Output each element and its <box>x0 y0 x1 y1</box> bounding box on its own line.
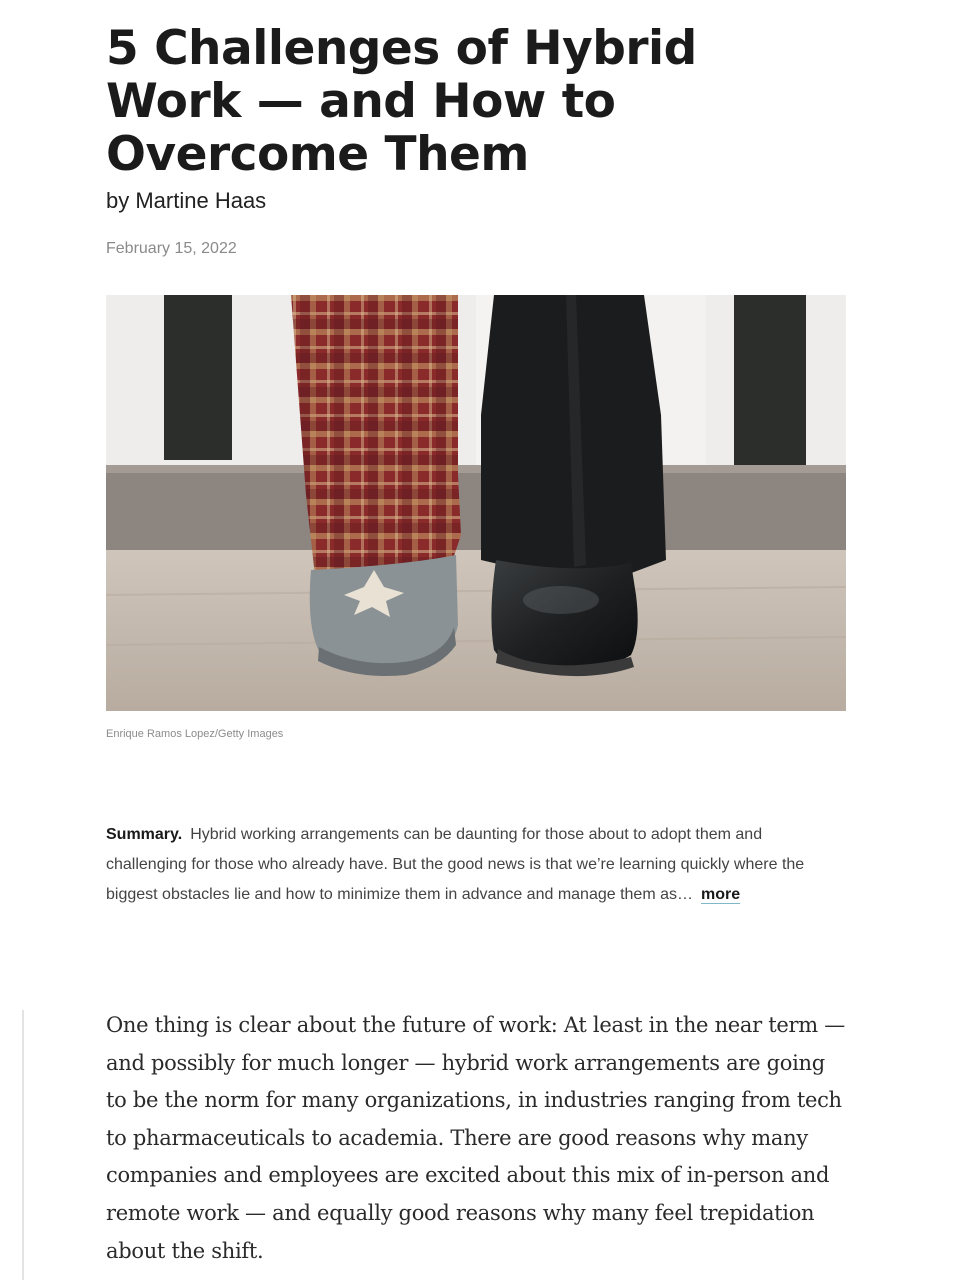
article-summary <box>106 820 846 910</box>
hero-image <box>106 295 846 711</box>
hero-illustration <box>106 295 846 711</box>
article-body-paragraph: One thing is clear about the future of work: At least in the near term — and possibly for much longer — hybrid work arrangements are going to be the norm for many organizations, in industries ranging from tech to pharmaceuticals to academia. There are good reasons why many companies and employees are excited about this mix of in-person and remote work — and equally good reasons why many feel trepidation about the shift. <box>106 1013 845 1263</box>
body-left-rule <box>22 1010 24 1280</box>
summary-text: Hybrid working arrangements can be daunting for those about to adopt them and challenging for those who already have. But the good news is that we’re learning quickly where the biggest obstacles lie and how to minimize them in advance and manage them as… <box>106 826 805 903</box>
summary-more-link[interactable]: more <box>701 886 741 903</box>
image-credit: Enrique Ramos Lopez/Getty Images <box>106 728 284 740</box>
article-byline[interactable]: by Martine Haas <box>106 188 267 213</box>
summary-label: Summary. <box>106 826 183 843</box>
article-title: 5 Challenges of Hybrid Work — and How to Overcome Them <box>106 21 697 182</box>
article-date: February 15, 2022 <box>106 240 237 257</box>
